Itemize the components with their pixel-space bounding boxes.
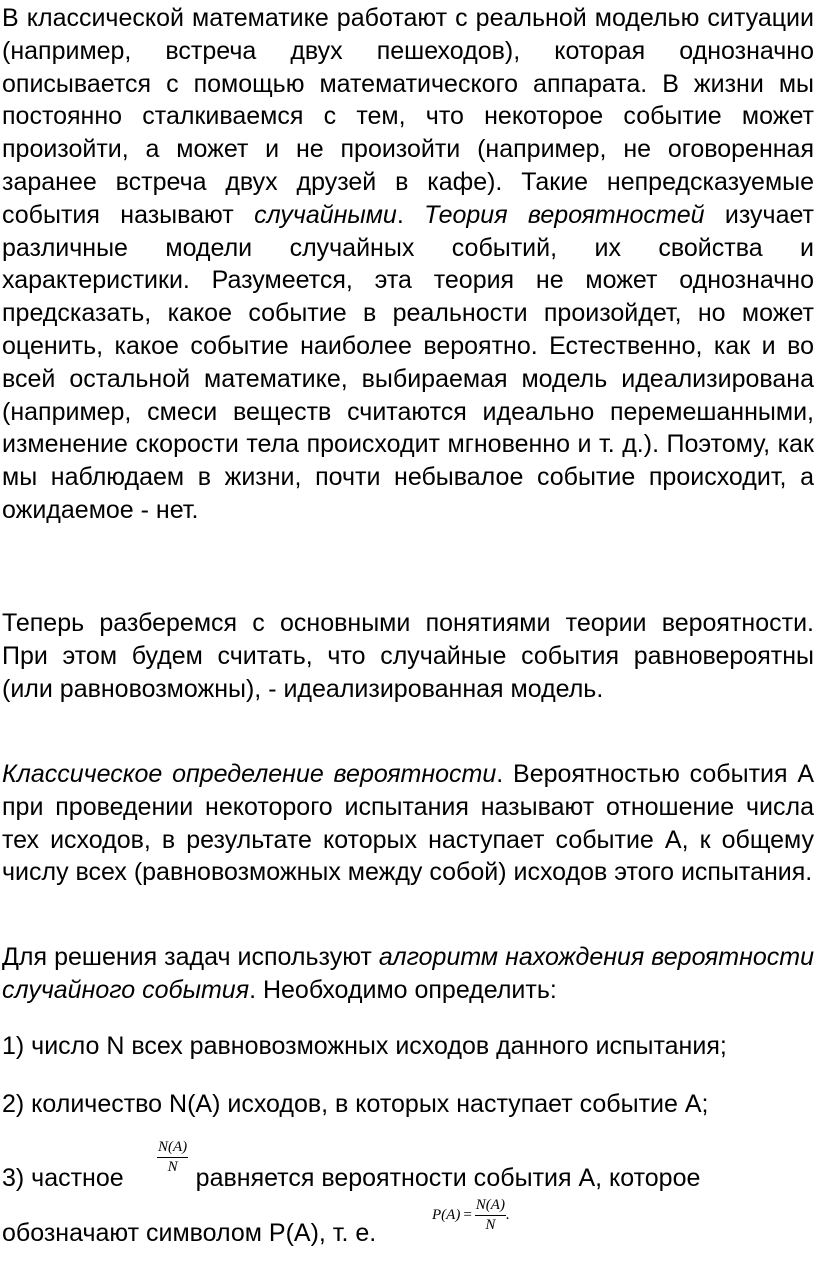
term-random: случайными <box>254 200 397 229</box>
paragraph-basic-concepts-text: Теперь разберемся с основными понятиями теории вероятности. При этом будем считать, что случайные события равновероятны (или равновозможны), - идеализированная модель. <box>2 609 814 703</box>
step-3-text-2: равняется вероятности события А, которое <box>195 1164 701 1192</box>
formula-probability-lhs: P(A) <box>432 1207 461 1223</box>
formula-probability-fraction <box>475 1198 506 1233</box>
step-3-line-1 <box>2 1162 814 1195</box>
paragraph-intro-text-1: В классической математике работают с реальной моделью ситуации (например, встреча двух пешеходов), которая однозначно описывается с помощью математического аппарата. В жизни мы постоянно сталкиваемся с тем, что некоторое событие может произойти, а может и не произойти (например, не оговоренная заранее встреча двух друзей в кафе). Такие непредсказуемые события называют <box>2 4 814 229</box>
step-3-text-1: 3) частное <box>2 1164 124 1192</box>
paragraph-algorithm <box>2 941 814 1007</box>
formula-probability-period: . <box>505 1207 510 1223</box>
formula-probability-numerator: N(A) <box>475 1198 506 1216</box>
step-1 <box>2 1030 814 1063</box>
term-probability-theory: Теория вероятностей <box>424 200 705 229</box>
paragraph-basic-concepts <box>2 607 814 705</box>
step-2 <box>2 1088 814 1121</box>
formula-probability-equals: = <box>463 1207 472 1223</box>
formula-fraction-numerator: N(A) <box>157 1140 188 1158</box>
paragraph-algorithm-text-2: . Необходимо определить: <box>249 975 557 1004</box>
formula-fraction <box>157 1140 188 1175</box>
paragraph-intro <box>2 2 814 527</box>
formula-probability <box>432 1198 510 1233</box>
step-3-line-2 <box>2 1217 814 1250</box>
step-1-text: 1) число N всех равновозможных исходов данного испытания; <box>2 1032 727 1060</box>
term-algorithm: алгоритм нахождения вероятности случайного события <box>2 943 814 1004</box>
paragraph-intro-text-3: изучает различные модели случайных событий, их свойства и характеристики. Разумеется, эта теория не может однозначно предсказать, какое событие в реальности произойдет, но может оценить, какое событие наиболее вероятно. Естественно, как и во всей остальной математике, выбираемая модель идеализирована (например, смеси веществ считаются идеально перемешанными, изменение скорости тела происходит мгновенно и т. д.). Поэтому, как мы наблюдаем в жизни, почти небывалое событие происходит, а ожидаемое - нет. <box>2 200 815 524</box>
paragraph-algorithm-text-1: Для решения задач используют <box>2 943 379 971</box>
term-classic-definition: Классическое определение вероятности <box>2 760 497 788</box>
formula-probability-denominator: N <box>485 1217 496 1233</box>
formula-fraction-denominator: N <box>167 1159 178 1175</box>
paragraph-classic-definition-text: . Вероятностью события А при проведении некоторого испытания называют отношение числа тех исходов, в результате которых наступает событие А, к общему числу всех (равновозможных между собой) исходов этого испытания. <box>2 760 814 887</box>
step-3-text-3: обозначают символом Р(А), т. е. <box>2 1219 377 1247</box>
paragraph-classic-definition <box>2 758 814 889</box>
paragraph-intro-text-2: . <box>396 200 425 229</box>
step-2-text: 2) количество N(A) исходов, в которых наступает событие А; <box>2 1090 709 1118</box>
